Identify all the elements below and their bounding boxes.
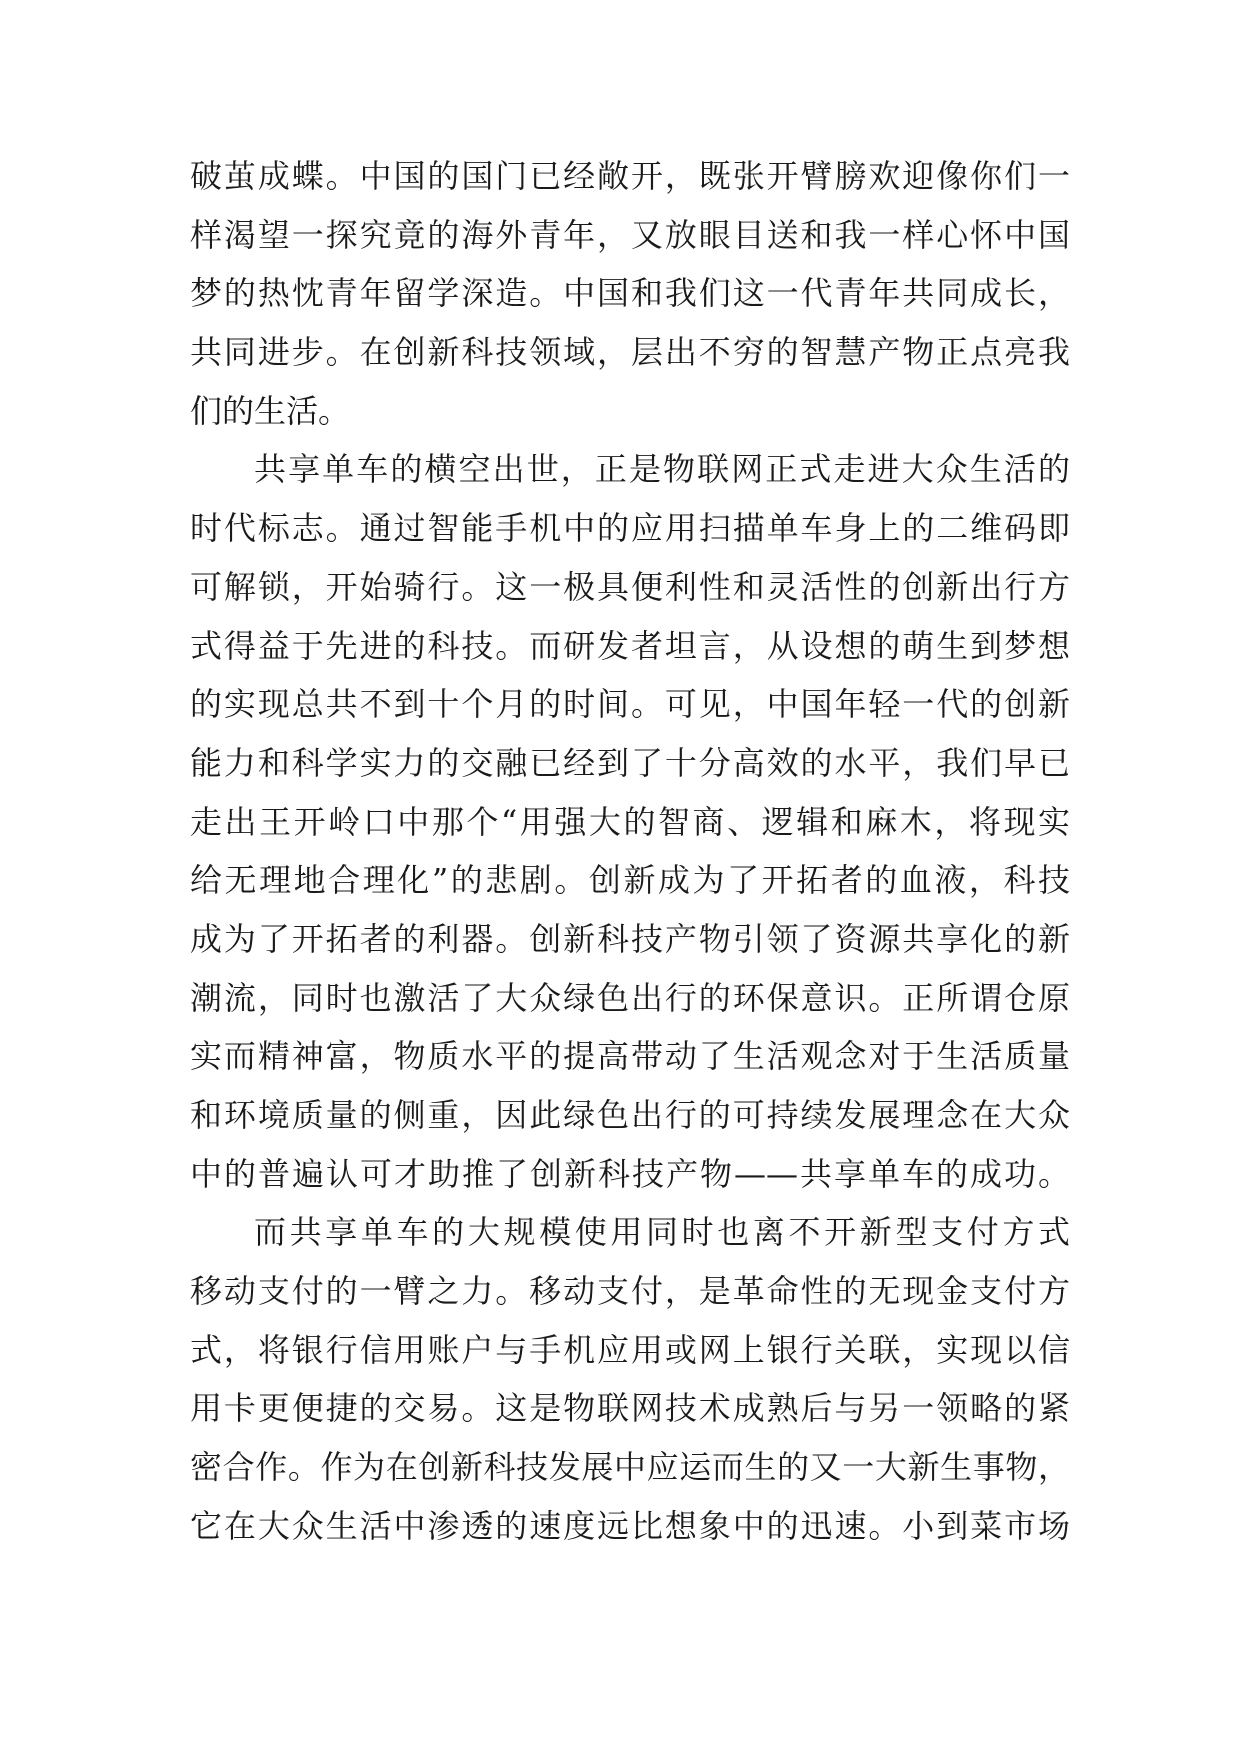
text-line: 式得益于先进的科技。而研发者坦言，从设想的萌生到梦想 — [190, 626, 1070, 665]
text-line: 式，将银行信用账户与手机应用或网上银行关联，实现以信 — [190, 1330, 1070, 1369]
text-line: 和环境质量的侧重，因此绿色出行的可持续发展理念在大众 — [190, 1096, 1070, 1134]
text-line: 给无理地合理化”的悲剧。创新成为了开拓者的血液，科技 — [190, 861, 1070, 900]
text-line: 实而精神富，物质水平的提高带动了生活观念对于生活质量 — [190, 1037, 1070, 1076]
text-line: 能力和科学实力的交融已经到了十分高效的水平，我们早已 — [190, 743, 1070, 782]
text-line: 潮流，同时也激活了大众绿色出行的环保意识。正所谓仓原 — [190, 978, 1070, 1017]
text-line: 共同进步。在创新科技领域，层出不穷的智慧产物正点亮我 — [190, 333, 1070, 372]
text-line: 破茧成蝶。中国的国门已经敞开，既张开臂膀欢迎像你们一 — [190, 157, 1070, 195]
text-line: 用卡更便捷的交易。这是物联网技术成熟后与另一领略的紧 — [190, 1389, 1070, 1428]
text-line: 的实现总共不到十个月的时间。可见，中国年轻一代的创新 — [190, 685, 1070, 724]
text-line: 成为了开拓者的利器。创新科技产物引领了资源共享化的新 — [190, 919, 1070, 958]
body-text — [190, 147, 1070, 1556]
text-line: 密合作。作为在创新科技发展中应运而生的又一大新生事物， — [190, 1448, 1070, 1487]
text-line: 可解锁，开始骑行。这一极具便利性和灵活性的创新出行方 — [190, 567, 1070, 606]
text-line: 梦的热忱青年留学深造。中国和我们这一代青年共同成长， — [190, 274, 1070, 313]
text-line: 中的普遍认可才助推了创新科技产物——共享单车的成功。 — [190, 1154, 1070, 1193]
text-line: 移动支付的一臂之力。移动支付，是革命性的无现金支付方 — [190, 1272, 1070, 1311]
text-line: 走出王开岭口中那个“用强大的智商、逻辑和麻木，将现实 — [190, 802, 1070, 841]
text-line: 而共享单车的大规模使用同时也离不开新型支付方式 — [254, 1213, 1070, 1252]
text-line: 时代标志。通过智能手机中的应用扫描单车身上的二维码即 — [190, 509, 1070, 548]
text-line: 共享单车的横空出世，正是物联网正式走进大众生活的 — [254, 450, 1070, 489]
text-line: 它在大众生活中渗透的速度远比想象中的迅速。小到菜市场 — [190, 1506, 1070, 1545]
text-line: 样渴望一探究竟的海外青年，又放眼目送和我一样心怀中国 — [190, 215, 1070, 254]
text-line: 们的生活。 — [190, 391, 351, 430]
